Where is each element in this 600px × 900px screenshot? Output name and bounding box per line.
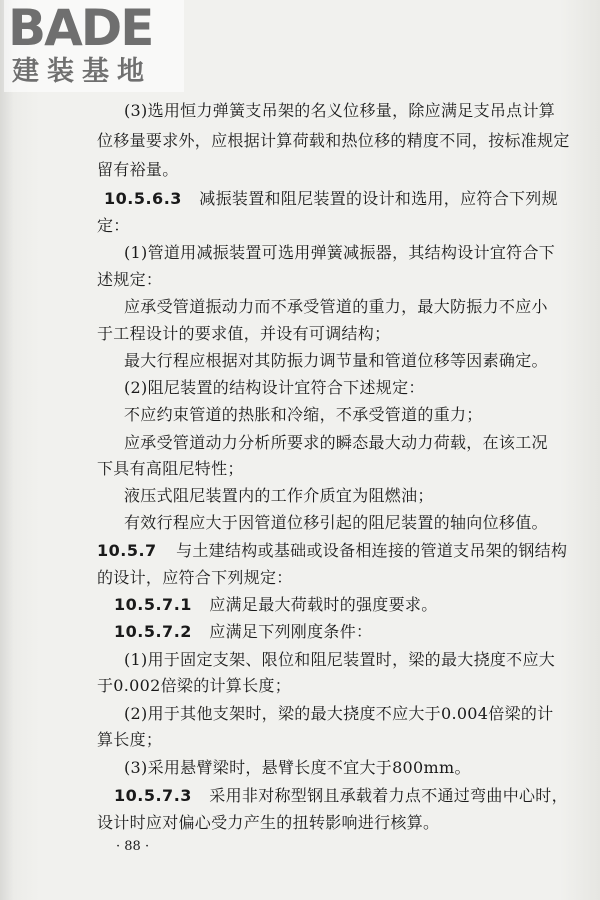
watermark-logo	[4, 0, 184, 92]
text-line: (3)选用恒力弹簧支吊架的名义位移量，除应满足支吊点计算	[124, 101, 556, 120]
text-line: (1)管道用减振装置可选用弹簧减振器，其结构设计宜符合下	[124, 243, 556, 262]
text-line: (1)用于固定支架、限位和阻尼装置时，梁的最大挠度不应大	[124, 650, 556, 669]
section-heading-10-5-7-3	[114, 786, 568, 806]
text-line: 算长度；	[97, 730, 163, 749]
text-line: 不应约束管道的热胀和冷缩，不承受管道的重力；	[124, 405, 483, 424]
section-number: 10.5.7.2	[114, 622, 192, 641]
page-number: · 88 ·	[116, 839, 150, 854]
watermark-subtitle: 建装基地	[12, 56, 152, 87]
text-line: (2)用于其他支架时，梁的最大挠度不应大于0.004倍梁的计	[124, 704, 554, 723]
section-number: 10.5.7.1	[114, 595, 192, 614]
section-heading-10-5-7	[97, 541, 567, 561]
text-line: 应承受管道动力分析所要求的瞬态最大动力荷载，在该工况	[124, 433, 548, 452]
text-line: 述规定：	[97, 270, 163, 289]
text-line: 有效行程应大于因管道位移引起的阻尼装置的轴向位移值。	[124, 513, 548, 532]
text-line: 下具有高阻尼特性；	[97, 459, 244, 478]
section-heading-10-5-7-1	[114, 595, 438, 615]
section-text: 采用非对称型钢且承载着力点不通过弯曲中心时，	[209, 786, 568, 805]
text-line: 设计时应对偏心受力产生的扭转影响进行核算。	[97, 813, 440, 832]
text-line: (3)采用悬臂梁时，悬臂长度不宜大于800mm。	[124, 758, 471, 777]
section-text: 减振装置和阻尼装置的设计和选用，应符合下列规	[199, 189, 558, 208]
text-line: 液压式阻尼装置内的工作介质宜为阻燃油；	[124, 486, 434, 505]
section-heading-10-5-7-2	[114, 622, 372, 642]
text-line: 的设计，应符合下列规定：	[97, 568, 293, 587]
section-number: 10.5.6.3	[104, 189, 182, 208]
section-text: 应满足下列刚度条件：	[209, 622, 373, 641]
text-line: 应承受管道振动力而不承受管道的重力，最大防振力不应小	[124, 297, 548, 316]
section-text: 与土建结构或基础或设备相连接的管道支吊架的钢结构	[176, 541, 568, 560]
section-number: 10.5.7	[97, 541, 157, 560]
text-line: 最大行程应根据对其防振力调节量和管道位移等因素确定。	[124, 351, 548, 370]
text-line: 于工程设计的要求值，并设有可调结构；	[97, 324, 391, 343]
text-line: 位移量要求外，应根据计算荷载和热位移的精度不同，按标准规定	[97, 131, 570, 150]
text-line: 留有裕量。	[97, 160, 179, 179]
watermark-brand: BADE	[8, 0, 153, 57]
section-number: 10.5.7.3	[114, 786, 192, 805]
text-line: 于0.002倍梁的计算长度；	[97, 676, 292, 695]
text-line: (2)阻尼装置的结构设计宜符合下述规定：	[124, 378, 425, 397]
section-heading-10-5-6-3	[104, 189, 558, 209]
section-text: 应满足最大荷载时的强度要求。	[209, 595, 438, 614]
text-line: 定：	[97, 216, 130, 235]
